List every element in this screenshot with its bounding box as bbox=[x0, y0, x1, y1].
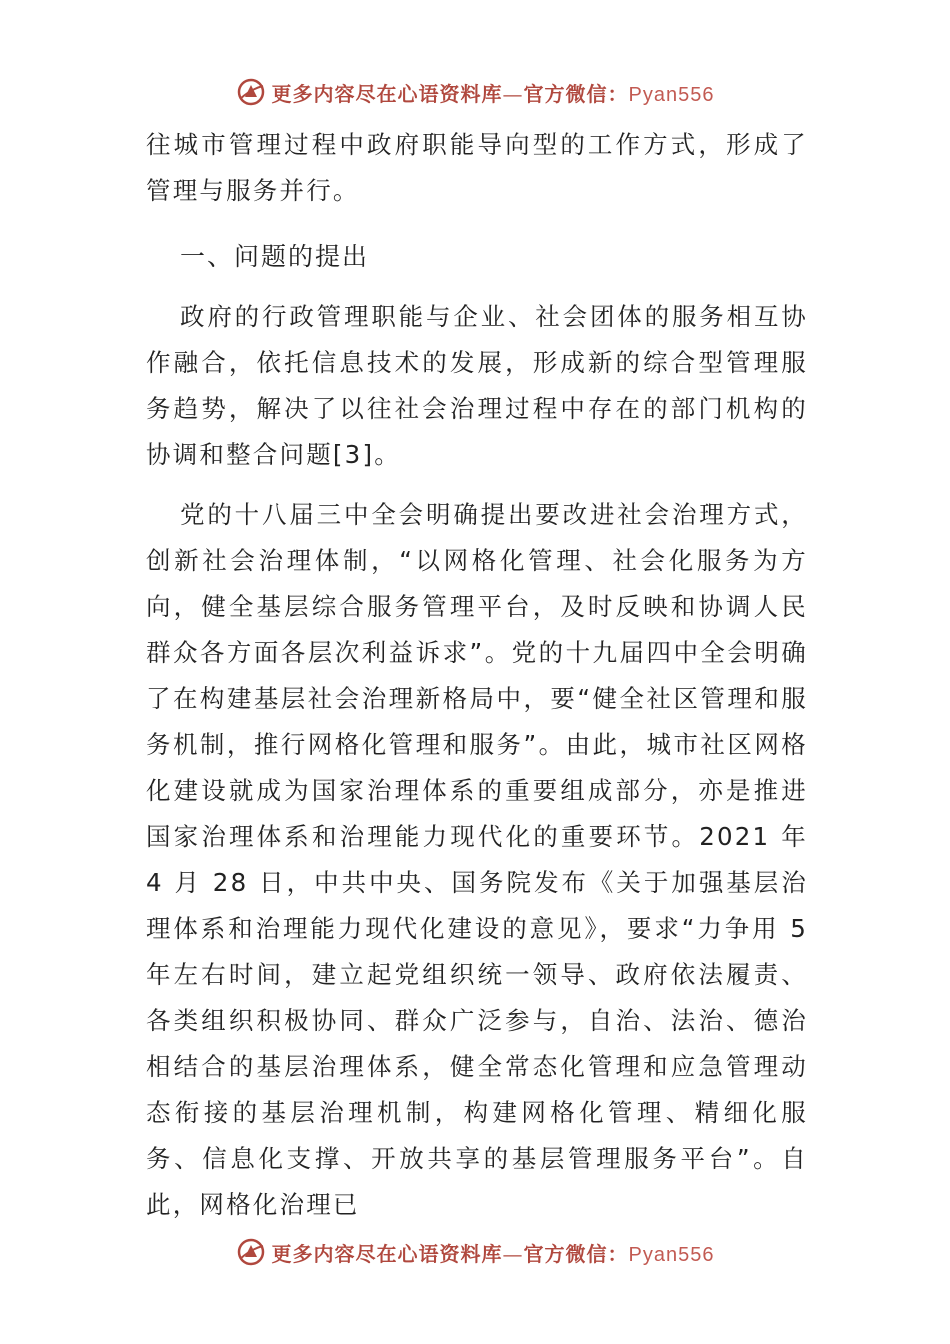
spacer bbox=[146, 214, 808, 234]
logo-icon bbox=[236, 1237, 266, 1267]
footer-official-label: 官方微信： bbox=[523, 1241, 629, 1266]
header-site-name: 更多内容尽在心语资料库 bbox=[271, 81, 503, 106]
header-banner-text bbox=[272, 78, 715, 107]
section-heading: 一、问题的提出 bbox=[180, 242, 370, 271]
header-official-label: 官方微信： bbox=[523, 81, 629, 106]
paragraph: 党的十八届三中全会明确提出要改进社会治理方式，创新社会治理体制，“以网格化管理、社会化服务为方向，健全基层综合服务管理平台，及时反映和协调人民群众各方面各层次利益诉求”。党的十九届四中全会明确了在构建基层社会治理新格局中，要“健全社区管理和服务机制，推行网格化管理和服务”。由此，城市社区网格化建设就成为国家治理体系的重要组成部分，亦是推进国家治理体系和治理能力现代化的重要环节。2021 年 4 月 28 日，中共中央、国务院发布《关于加强基层治理体系和治理能力现代化建设的意见》，要求“力争用 5 年左右时间，建立起党组织统一领导、政府依法履责、各类组织积极协同、群众广泛参与，自治、法治、德治相结合的基层治理体系，健全常态化管理和应急管理动态衔接的基层治理机制，构建网格化管理、精细化服务、信息化支撑、开放共享的基层管理服务平台”。自此，网格化治理已 bbox=[146, 500, 808, 1219]
header-separator: — bbox=[502, 81, 524, 106]
footer-wechat-id: Pyan556 bbox=[628, 1243, 715, 1266]
continuation-paragraph: 往城市管理过程中政府职能导向型的工作方式，形成了管理与服务并行。 bbox=[146, 130, 808, 205]
document-body bbox=[146, 122, 808, 1228]
header-banner bbox=[0, 72, 950, 112]
footer-separator: — bbox=[502, 1241, 524, 1266]
logo-icon bbox=[236, 77, 266, 107]
paragraph: 政府的行政管理职能与企业、社会团体的服务相互协作融合，依托信息技术的发展，形成新的综合型管理服务趋势，解决了以往社会治理过程中存在的部门机构的协调和整合问题[3]。 bbox=[146, 302, 808, 469]
header-wechat-id: Pyan556 bbox=[628, 83, 715, 106]
footer-site-name: 更多内容尽在心语资料库 bbox=[271, 1241, 503, 1266]
spacer bbox=[146, 280, 808, 294]
spacer bbox=[146, 478, 808, 492]
footer-banner bbox=[0, 1232, 950, 1272]
footer-banner-text bbox=[272, 1238, 715, 1267]
